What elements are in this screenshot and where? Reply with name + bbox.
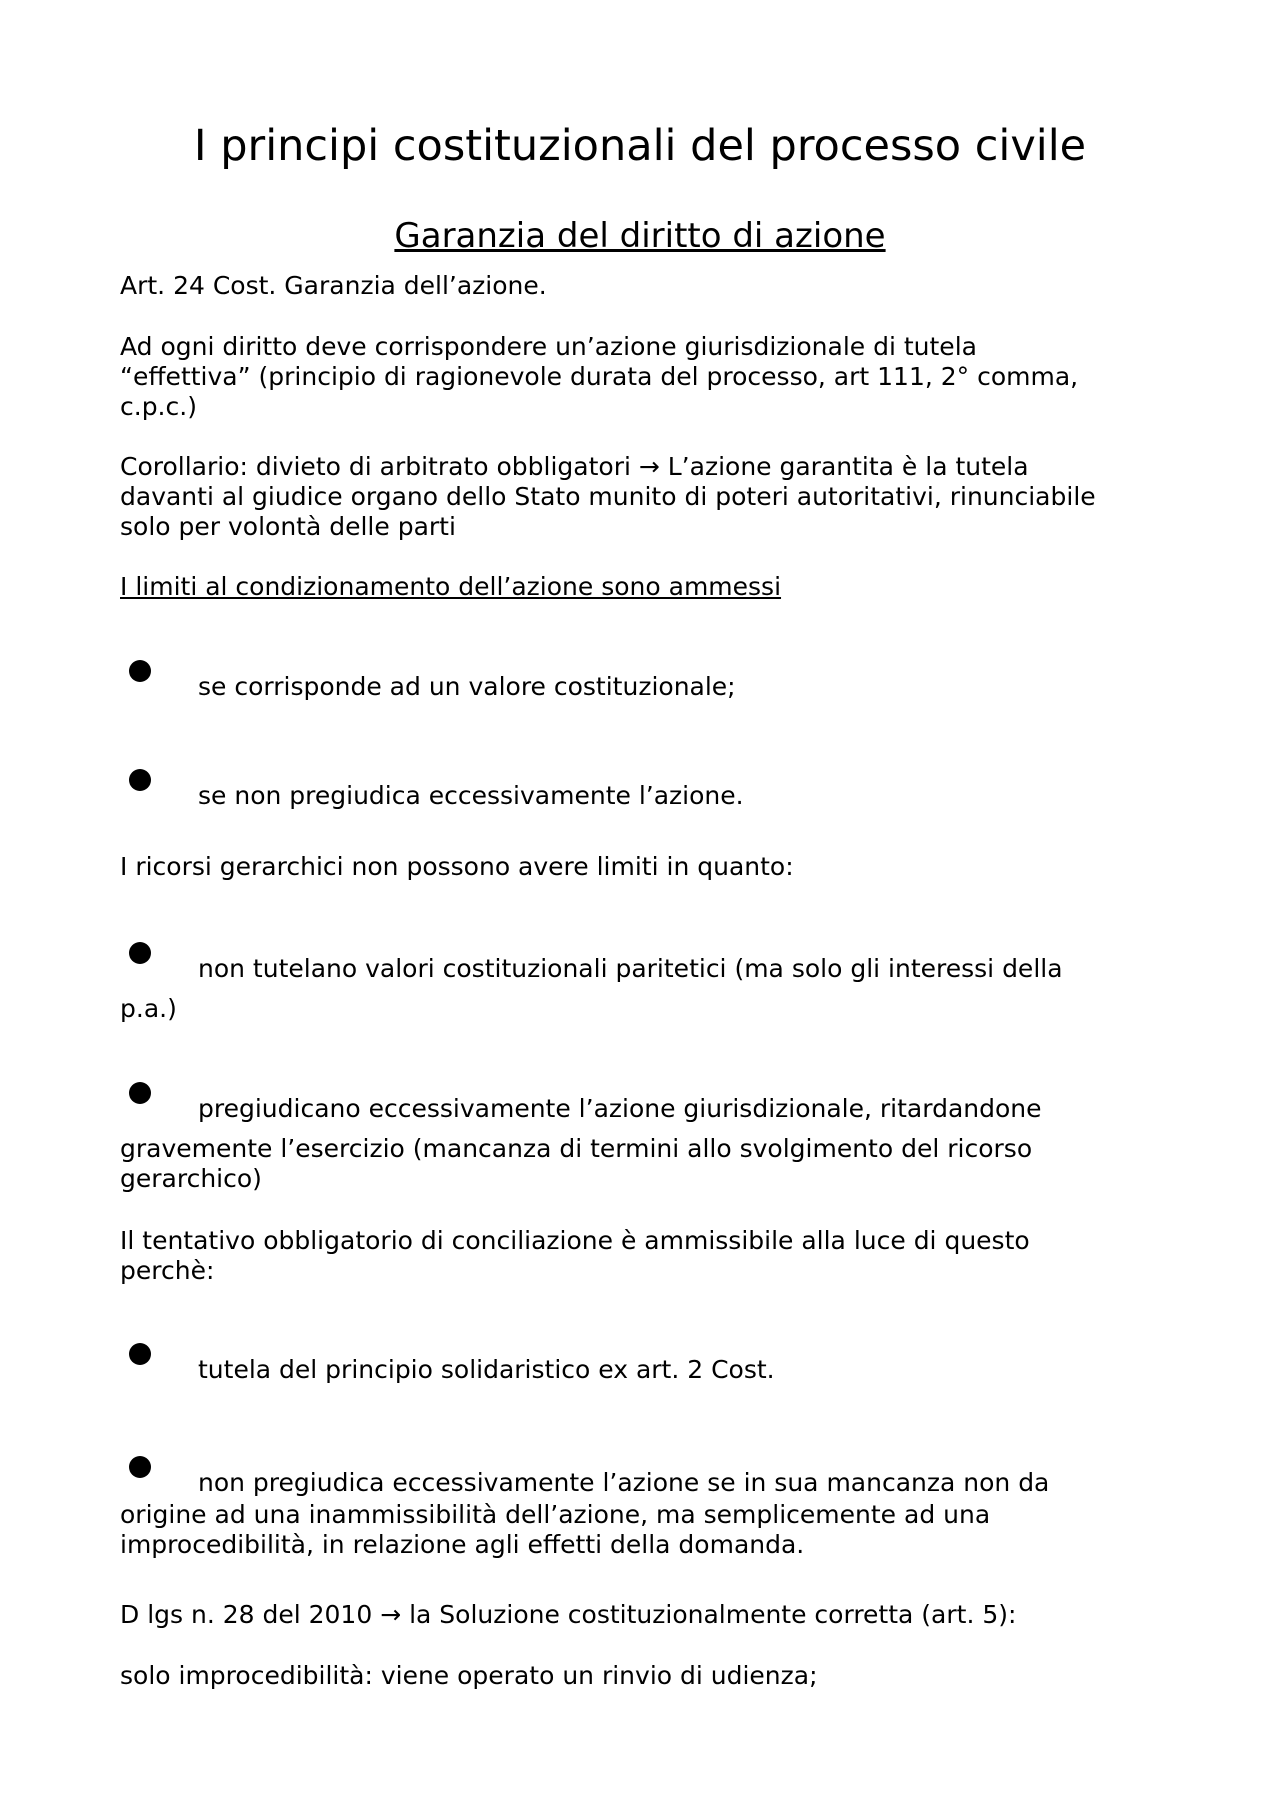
paragraph-improcedibilita: solo improcedibilità: viene operato un rinvio di udienza; bbox=[120, 1661, 818, 1690]
paragraph-line: Corollario: divieto di arbitrato obbligatori → L’azione garantita è la tutela bbox=[120, 452, 1029, 481]
ricorsi-heading: I ricorsi gerarchici non possono avere limiti in quanto: bbox=[120, 852, 794, 881]
paragraph-tutela bbox=[120, 332, 1150, 422]
paragraph-tentativo bbox=[120, 1226, 1150, 1286]
paragraph-line: Ad ogni diritto deve corrispondere un’azione giurisdizionale di tutela bbox=[120, 332, 977, 361]
paragraph-line: solo per volontà delle parti bbox=[120, 512, 456, 541]
list-item bbox=[120, 954, 1150, 1024]
paragraph-line: “effettiva” (principio di ragionevole durata del processo, art 111, 2° comma, bbox=[120, 362, 1079, 391]
list-item-text: origine ad una inammissibilità dell’azione, ma semplicemente ad una bbox=[120, 1500, 991, 1529]
list-item-text: se corrisponde ad un valore costituzionale; bbox=[198, 672, 736, 701]
section-heading: Garanzia del diritto di azione bbox=[394, 216, 886, 256]
list-item-text: p.a.) bbox=[120, 994, 177, 1023]
limits-heading: I limiti al condizionamento dell’azione sono ammessi bbox=[120, 572, 782, 601]
paragraph-line: perchè: bbox=[120, 1256, 215, 1285]
paragraph-dlgs: D lgs n. 28 del 2010 → la Soluzione costituzionalmente corretta (art. 5): bbox=[120, 1600, 1017, 1629]
list-item bbox=[120, 672, 1150, 702]
document-title: I principi costituzionali del processo civile bbox=[193, 121, 1087, 171]
list-item bbox=[120, 1355, 1150, 1385]
list-item-text: non tutelano valori costituzionali paritetici (ma solo gli interessi della bbox=[198, 954, 1063, 983]
list-item-text: gerarchico) bbox=[120, 1164, 262, 1193]
paragraph-line: Il tentativo obbligatorio di conciliazione è ammissibile alla luce di questo bbox=[120, 1226, 1030, 1255]
list-item-text: gravemente l’esercizio (mancanza di termini allo svolgimento del ricorso bbox=[120, 1134, 1033, 1163]
paragraph-line: c.p.c.) bbox=[120, 392, 197, 421]
list-item-text: se non pregiudica eccessivamente l’azione. bbox=[198, 781, 744, 810]
list-item-text: tutela del principio solidaristico ex art. 2 Cost. bbox=[198, 1355, 775, 1384]
list-item bbox=[120, 1094, 1150, 1194]
list-item-text: improcedibilità, in relazione agli effetti della domanda. bbox=[120, 1530, 805, 1559]
paragraph-line: davanti al giudice organo dello Stato munito di poteri autoritativi, rinunciabile bbox=[120, 482, 1096, 511]
list-item-text: non pregiudica eccessivamente l’azione se in sua mancanza non da bbox=[198, 1468, 1050, 1497]
paragraph-art24: Art. 24 Cost. Garanzia dell’azione. bbox=[120, 271, 547, 300]
paragraph-corollario bbox=[120, 452, 1150, 542]
list-item bbox=[120, 1468, 1150, 1560]
list-item-text: pregiudicano eccessivamente l’azione giurisdizionale, ritardandone bbox=[198, 1094, 1042, 1123]
list-item bbox=[120, 781, 1150, 811]
